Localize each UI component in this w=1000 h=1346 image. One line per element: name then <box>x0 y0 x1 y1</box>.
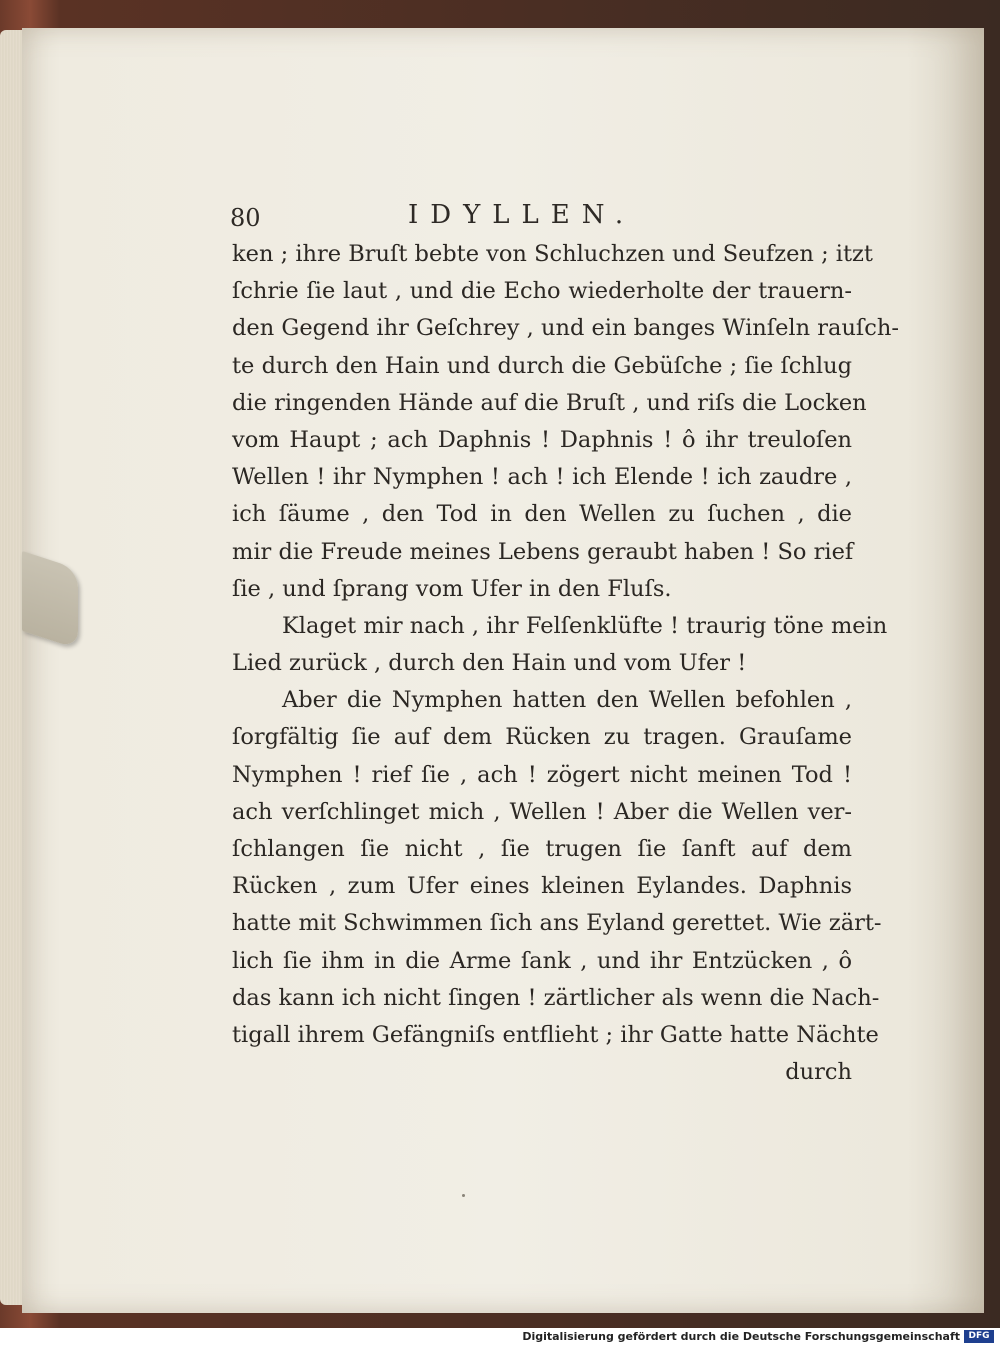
text-line: ken ; ihre Bruſt bebte von Schluchzen und Seufzen ; itzt <box>232 241 873 267</box>
text-line: ſorgfältig ſie auf dem Rücken zu tragen. Grauſame <box>232 724 852 751</box>
paper-speck <box>462 1194 465 1197</box>
text-line: lich ſie ihm in die Arme ſank , und ihr Entzücken , ô <box>232 947 852 974</box>
text-line: Lied zurück , durch den Hain und vom Ufer ! <box>232 650 747 677</box>
text-line: tigall ihrem Gefängniſs entflieht ; ihr Gatte hatte Nächte <box>232 1021 879 1048</box>
text-line: Wellen ! ihr Nymphen ! ach ! ich Elende ! ich zaudre , <box>232 464 852 491</box>
text-line: Nymphen ! rief ſie , ach ! zögert nicht meinen Tod ! <box>232 761 852 788</box>
page-number: 80 <box>230 204 261 232</box>
running-head: IDYLLEN. <box>408 200 636 230</box>
text-line: ſchlangen ſie nicht , ſie trugen ſie ſanft auf dem <box>232 836 852 862</box>
text-line: ſie , und ſprang vom Ufer in den Fluſs. <box>232 575 672 602</box>
text-line: das kann ich nicht ſingen ! zärtlicher als wenn die Nach- <box>232 984 880 1011</box>
text-line: ſchrie ſie laut , und die Echo wiederholte der trauern- <box>232 278 852 305</box>
text-line: Rücken , zum Ufer eines kleinen Eylandes. Daphnis <box>232 873 852 900</box>
text-line: ach verſchlinget mich , Wellen ! Aber die Wellen ver- <box>232 798 852 825</box>
text-line: die ringenden Hände auf die Bruſt , und riſs die Locken <box>232 389 867 416</box>
catchword: durch <box>785 1059 852 1086</box>
text-line: te durch den Hain und durch die Gebüſche ; ſie ſchlug <box>232 352 852 379</box>
bookmark-strip <box>22 551 78 649</box>
body-text <box>232 236 899 1091</box>
text-line: den Gegend ihr Geſchrey , und ein banges Winſeln rauſch- <box>232 315 899 342</box>
text-line: ich ſäume , den Tod in den Wellen zu ſuchen , die <box>232 501 852 528</box>
text-line: vom Haupt ; ach Daphnis ! Daphnis ! ô ihr treuloſen <box>232 426 852 453</box>
text-line: mir die Freude meines Lebens geraubt haben ! So rief <box>232 538 854 565</box>
dfg-logo: DFG <box>964 1330 994 1343</box>
footer-credit: Digitalisierung gefördert durch die Deutsche Forschungsgemeinschaft <box>522 1330 960 1343</box>
text-line: Aber die Nymphen hatten den Wellen befohlen , <box>282 687 852 714</box>
text-line: Klaget mir nach , ihr Felſenklüfte ! traurig töne mein <box>282 612 888 639</box>
text-line: hatte mit Schwimmen ſich ans Eyland gerettet. Wie zärt- <box>232 910 882 937</box>
